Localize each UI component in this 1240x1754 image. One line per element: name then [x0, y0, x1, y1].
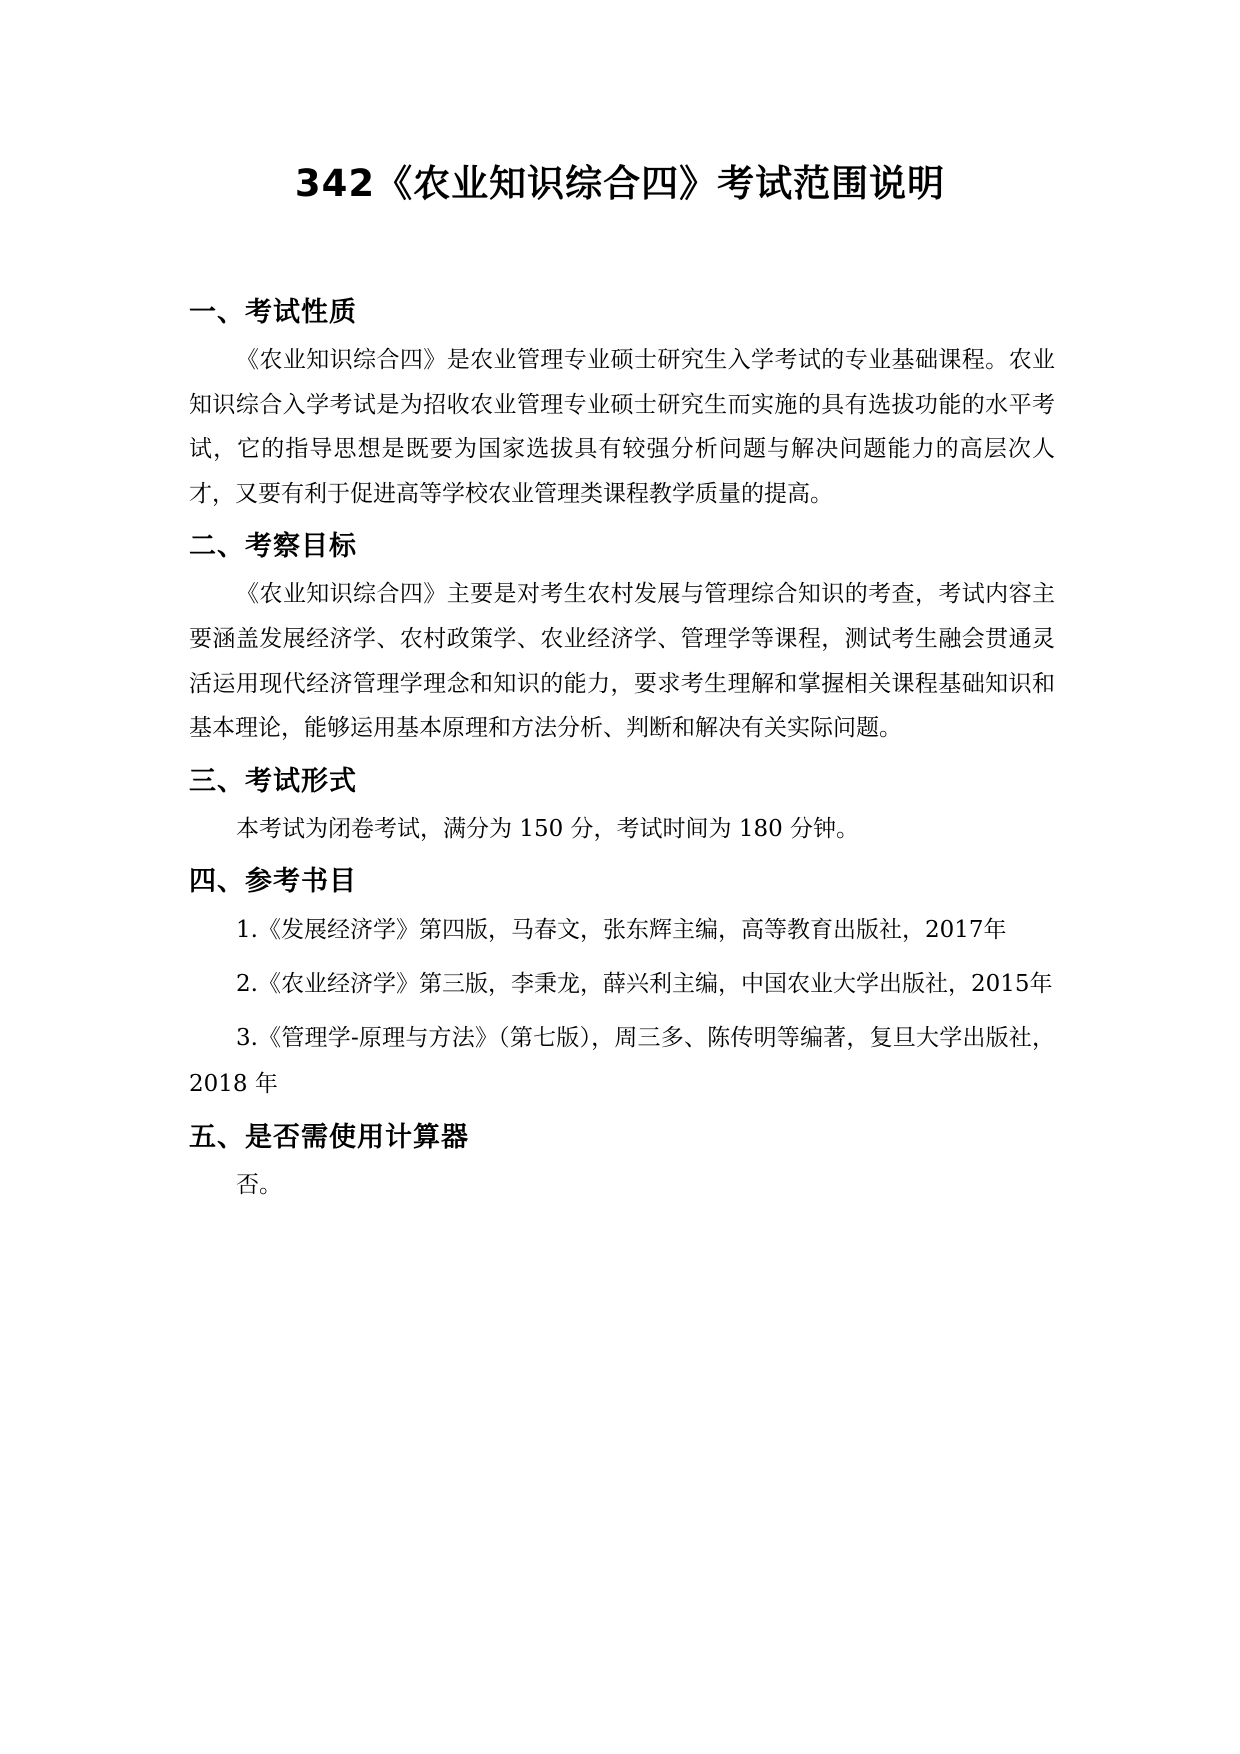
document-body	[189, 290, 1055, 1215]
section-heading: 三、考试形式	[189, 765, 357, 797]
section-paragraph: 《农业知识综合四》是农业管理专业硕士研究生入学考试的专业基础课程。农业知识综合入学考试是为招收农业管理专业硕士研究生而实施的具有选拔功能的水平考试，它的指导思想是既要为国家选拔具有较强分析问题与解决问题能力的高层次人才，又要有利于促进高等学校农业管理类课程教学质量的提高。	[189, 347, 1055, 507]
section-exam-format	[189, 759, 1055, 851]
section-exam-objectives	[189, 524, 1055, 750]
reference-item: 1.《发展经济学》第四版，马春文，张东辉主编，高等教育出版社，2017年	[236, 916, 1007, 943]
section-heading: 一、考试性质	[189, 297, 357, 328]
section-heading: 二、考察目标	[189, 531, 357, 563]
section-calculator	[189, 1115, 1055, 1207]
section-reference-books	[189, 859, 1055, 1107]
section-heading: 五、是否需使用计算器	[189, 1121, 469, 1153]
section-paragraph: 否。	[236, 1171, 282, 1198]
reference-item: 2.《农业经济学》第三版，李秉龙，薛兴利主编，中国农业大学出版社，2015年	[236, 970, 1053, 997]
section-paragraph: 本考试为闭卷考试，满分为 150 分，考试时间为 180 分钟。	[236, 815, 860, 842]
section-heading: 四、参考书目	[189, 865, 357, 897]
section-paragraph: 《农业知识综合四》主要是对考生农村发展与管理综合知识的考查，考试内容主要涵盖发展经济学、农村政策学、农业经济学、管理学等课程，测试考生融会贯通灵活运用现代经济管理学理念和知识的能力，要求考生理解和掌握相关课程基础知识和基本理论，能够运用基本原理和方法分析、判断和解决有关实际问题。	[189, 581, 1055, 742]
reference-item: 3.《管理学-原理与方法》（第七版），周三多、陈传明等编著，复旦大学出版社，2018 年	[189, 1024, 1055, 1097]
page-title: 342《农业知识综合四》考试范围说明	[294, 162, 946, 205]
section-exam-nature	[189, 290, 1055, 516]
